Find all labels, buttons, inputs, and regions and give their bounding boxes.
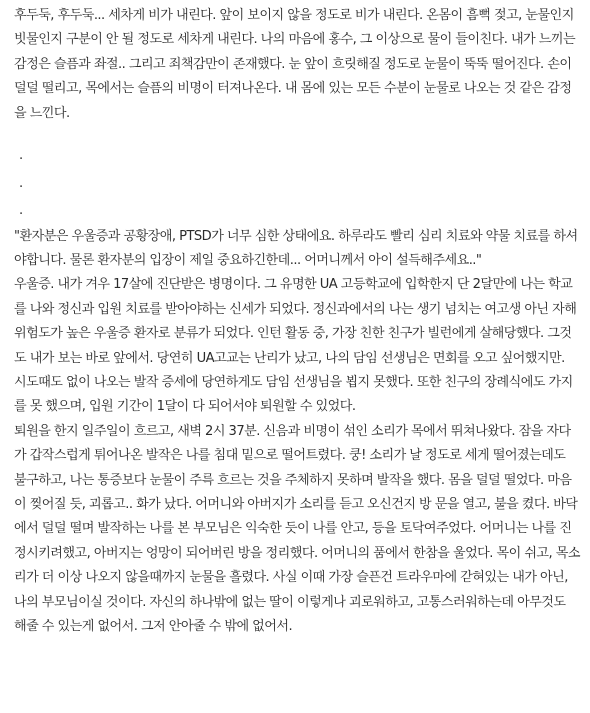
paragraph-doctor-quote: "환자분은 우울증과 공황장애, PTSD가 너무 심한 상태에요. 하루라도 빨리 심리 치료와 약물 치료를 하셔야합니다. 물론 환자분의 입장이 제일 중요하긴한데... 어머니께서 아이 설득해주세요.." [14,228,578,268]
paragraph-diagnosis: 우울증. 내가 겨우 17살에 진단받은 병명이다. 그 유명한 UA 고등학교에 입학한지 단 2달만에 나는 학교를 나와 정신과 입원 치료를 받아야하는 신세가 되었다. 정신과에서의 나는 생기 넘치는 여고생 아닌 자해 위험도가 높은 우울증 환자로 분류가 되었다. 인턴 활동 중, 가장 친한 친구가 빌런에게 살해당했다. 그것도 내가 보는 바로 앞에서. 당연히 UA고교는 난리가 났고, 나의 담임 선생님은 면회를 오고 싶어했지만. 시도때도 없이 나오는 발작 증세에 당연하게도 담임 선생님을 뵙지 못했다. 또한 친구의 장례식에도 가지를 못 했으며, 입원 기간이 1달이 다 되어서야 퇴원할 수 있었다. [14,277,577,415]
paragraph-after-discharge: 퇴원을 한지 일주일이 흐르고, 새벽 2시 37분. 신음과 비명이 섞인 소리가 목에서 뛰쳐나왔다. 잠을 자다가 갑작스럽게 튀어나온 발작은 나를 침대 밑으로 떨어트렸다. 쿵! 소리가 날 정도로 세게 떨어졌는데도 불구하고, 나는 통증보다 눈물이 주륵 흐르는 것을 주체하지 못하며 발작을 했다. 몸을 덜덜 떨었다. 마음이 찢어질 듯, 괴롭고.. 화가 났다. 어머니와 아버지가 소리를 듣고 오신건지 방 문을 열고, 불을 켰다. 바닥에서 덜덜 떨며 발작하는 나를 본 부모님은 익숙한 듯이 나를 안고, 등을 토닥여주었다. 어머니는 나를 진정시키려했고, 아버지는 엉망이 되어버린 방을 정리했다. 어머니의 품에서 한참을 울었다. 목이 쉬고, 목소리가 더 이상 나오지 않을때까지 눈물을 흘렸다. 사실 이때 가장 슬픈건 트라우마에 갇혀있는 내가 아닌, 나의 부모님이실 것이다. 자신의 하나밖에 없는 딸이 이렇게나 괴로워하고, 고통스러워하는데 아무것도 해줄 수 있는게 없어서. 그저 안아줄 수 밖에 없어서. [14,423,580,635]
document-body [14,4,580,639]
scene-break-dot: . [19,203,23,219]
paragraph-rain: 후두둑, 후두둑... 세차게 비가 내린다. 앞이 보이지 않을 정도로 비가 내린다. 온몸이 흠뻑 젖고, 눈물인지 빗물인지 구분이 안 될 정도로 세차게 내린다. 나의 마음에 홍수, 그 이상으로 물이 들이친다. 내가 느끼는 감정은 슬픔과 좌절.. 그리고 죄책감만이 존재했다. 눈 앞이 흐릿해질 정도로 눈물이 뚝뚝 떨어진다. 손이 덜덜 떨리고, 목에서는 슬픔의 비명이 터져나온다. 내 몸에 있는 모든 수분이 눈물로 나오는 것 같은 감정을 느낀다. [14,8,576,121]
scene-break-dot: . [19,175,23,191]
scene-break-dot: . [19,148,23,164]
scene-break [14,142,580,225]
